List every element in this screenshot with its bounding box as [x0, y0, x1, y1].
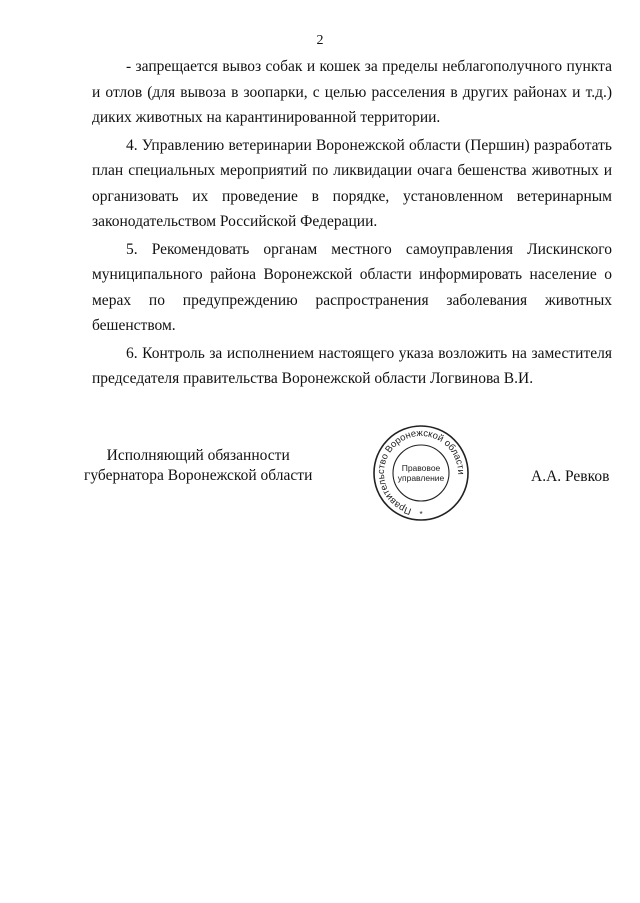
paragraph-local-government: 5. Рекомендовать органам местного самоуправления Лискинского муниципального района Воронежской области информировать население о мерах по предупреждению распространения заболевания животных бешенством. [92, 240, 612, 334]
official-stamp [372, 424, 470, 522]
document-body [92, 54, 612, 394]
stamp-star-icon: * [419, 510, 423, 519]
signer-name: А.А. Ревков [531, 468, 610, 485]
paragraph-restrictions: - запрещается вывоз собак и кошек за пределы неблагополучного пункта и отлов (для вывоза в зоопарки, с целью расселения в других районах и т.д.) диких животных на карантинированной территории. [92, 58, 612, 126]
signature-title [84, 446, 312, 486]
signature-title-line1: Исполняющий обязанности [106, 447, 290, 464]
stamp-ring-text: Правительство Воронежской области [375, 427, 467, 517]
stamp-center-line1: Правовое [401, 463, 441, 473]
page-number: 2 [316, 33, 324, 48]
paragraph-control: 6. Контроль за исполнением настоящего указа возложить на заместителя председателя правительства Воронежской области Логвинова В.И. [92, 344, 612, 387]
signature-title-line2: губернатора Воронежской области [84, 467, 313, 484]
stamp-center-line2: управление [397, 473, 445, 483]
paragraph-veterinary-plan: 4. Управлению ветеринарии Воронежской области (Першин) разработать план специальных мероприятий по ликвидации очага бешенства животных и организовать их проведение в порядке, установленном ветеринарным законодательством Российской Федерации. [92, 136, 612, 230]
